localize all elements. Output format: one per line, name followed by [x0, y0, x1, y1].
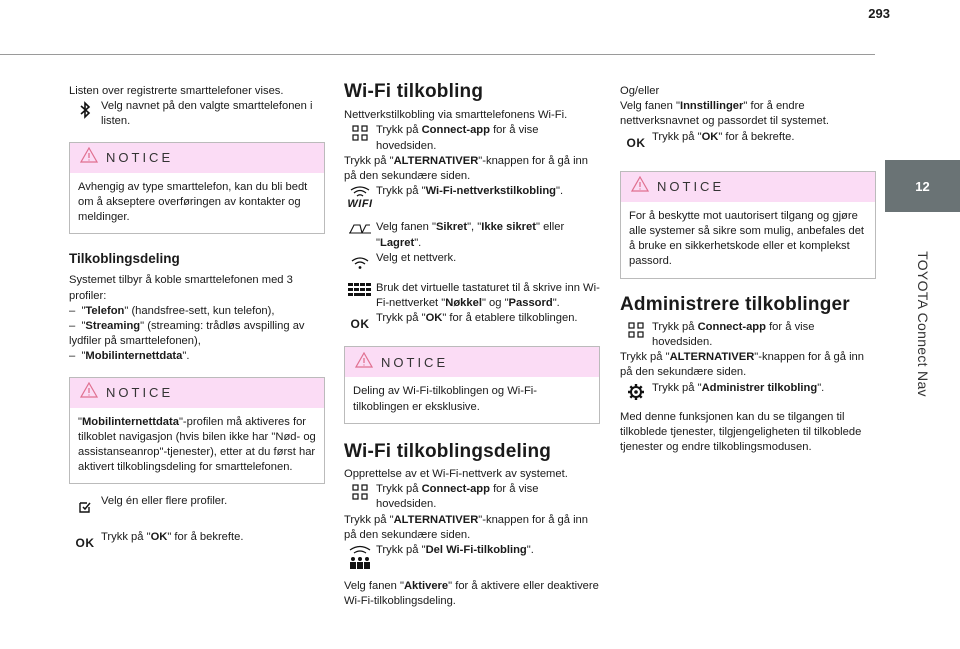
wifi-signal-icon — [344, 251, 376, 269]
choose-network-step: Velg et nettverk. — [344, 251, 600, 269]
press-ok-step: OK Trykk på "OK" for å etablere tilkoblingen. — [350, 312, 578, 332]
keyboard-step: Bruk det virtuelle tastaturet til å skrive inn Wi-Fi-nettverket "Nøkkel" og "Passord". — [344, 281, 600, 311]
select-profiles-step: Velg én eller flere profiler. — [69, 494, 325, 514]
warning-icon — [80, 147, 98, 168]
notice-box: NOTICE For å beskytte mot uautorisert tilgang og gjøre alle systemer så sikre som mulig, anbefales det å bruke en sikkerhetskode eller et komplekst passord. — [620, 171, 876, 279]
column-1 — [69, 84, 325, 552]
connect-app-step: Trykk på Connect-app for å vise hovedsiden. — [344, 482, 600, 512]
bluetooth-icon — [69, 99, 101, 119]
ok-icon: OK — [75, 536, 95, 551]
wifi-network-step: WIFI Trykk på "Wi-Fi-nettverkstilkobling". — [344, 184, 600, 212]
profile-item: – "Mobilinternettdata". — [69, 350, 190, 363]
warning-icon — [80, 382, 98, 403]
notice-title: NOTICE — [106, 150, 174, 165]
phones-intro: Listen over registrerte smarttelefoner vises. — [69, 85, 284, 97]
gear-icon — [620, 381, 652, 401]
profile-item: – "Streaming" (streaming: trådløs avspilling av lydfiler på smarttelefonen), — [69, 320, 305, 348]
press-ok-step: OK Trykk på "OK" for å bekrefte. — [75, 531, 244, 551]
notice-box: NOTICE "Mobilinternettdata"-profilen må aktiveres for tilkoblet navigasjon (hvis bilen ikke har "Nød- og assistanseanrop"-tjenester), etter at du først har aktivert tilkoblingsdeling for smarttelefonen. — [69, 377, 325, 485]
keyboard-icon — [344, 281, 376, 297]
profile-item: – "Telefon" (handsfree-sett, kun telefon), — [69, 304, 275, 317]
grid-apps-icon — [344, 123, 376, 141]
admin-step: Trykk på "Administrer tilkobling". — [620, 381, 876, 401]
grid-apps-icon — [344, 482, 376, 500]
header-rule — [0, 54, 875, 55]
connect-app-step: Trykk på Connect-app for å vise hovedsiden. — [344, 123, 600, 153]
ok-icon: OK — [350, 317, 370, 332]
section-heading: Wi-Fi tilkobling — [344, 81, 484, 102]
warning-icon — [355, 352, 373, 373]
press-ok-step: OK Trykk på "OK" for å bekrefte. — [626, 130, 795, 150]
section-heading: Administrere tilkoblinger — [620, 293, 850, 315]
share-wifi-step: Trykk på "Del Wi-Fi-tilkobling". — [344, 543, 600, 571]
section-heading: Wi-Fi tilkoblingsdeling — [344, 440, 552, 462]
chapter-tab[interactable]: 12 — [885, 160, 960, 212]
select-phone-step: Velg navnet på den valgte smarttelefonen i listen. — [69, 99, 325, 129]
notice-box: NOTICE Deling av Wi-Fi-tilkoblingen og Wi-Fi-tilkoblingen er eksklusive. — [344, 346, 600, 423]
warning-icon — [631, 176, 649, 197]
tab-select-step: Velg fanen "Sikret", "Ikke sikret" eller "Lagret". — [344, 220, 600, 250]
column-2: Wi-Fi tilkobling Nettverkstilkobling via smarttelefonens Wi-Fi. Trykk på Connect-app for å vise hovedsiden. Trykk på "ALTERNATIVER"-knappen for å gå inn på den sekundære siden. WIFI Trykk på "Wi-Fi-nettverkstilkobling". Velg fanen "Sikret", "Ikke sikret" eller "Lagret". Velg et nettverk. Bruk det virtuelle tastaturet til å skrive inn Wi-Fi-nettverket "Nøkkel" og "Passord". OK Trykk på "OK" for å etablere tilkoblingen. NOTICE Deling av Wi-Fi-tilkoblingen og Wi-Fi-tilkoblingen er eksklusive. Wi-Fi tilkoblingsdeling Opprettelse av et Wi-Fi-nettverk av systemet. Trykk på Connect-app for å vise hovedsiden. Trykk på "ALTERNATIVER"-knappen for å gå inn på den sekundære siden. Trykk på "Del Wi-Fi-tilkobling". Velg fanen "Aktivere" for å aktivere eller deaktivere Wi-Fi-tilkoblingsdeling. — [344, 81, 600, 608]
checkbox-edit-icon — [69, 494, 101, 514]
wifi-share-icon — [344, 543, 376, 571]
connect-app-step: Trykk på Connect-app for å vise hovedsiden. — [620, 320, 876, 350]
profiles-desc: Systemet tilbyr å koble smarttelefonen med 3 profiler: — [69, 274, 293, 302]
grid-apps-icon — [620, 320, 652, 338]
ok-icon: OK — [626, 135, 646, 150]
column-3: Og/eller Velg fanen "Innstillinger" for å endre nettverksnavnet og passordet til systemet. OK Trykk på "OK" for å bekrefte. NOTICE For å beskytte mot uautorisert tilgang og gjøre alle systemer så sikre som mulig, anbefales det å bruke en sikkerhetskode eller et komplekst passord. Administrere tilkoblinger Trykk på Connect-app for å vise hovedsiden. Trykk på "ALTERNATIVER"-knappen for å gå inn på den sekundære siden. Trykk på "Administrer tilkobling". Med denne funksjonen kan du se tilgangen til tilkoblede tjenester, tilgjengeligheten til tilkoblede tjenester og endre tilkoblingsmodusen. — [620, 84, 876, 455]
wifi-icon: WIFI — [344, 184, 376, 212]
tabs-icon — [344, 220, 376, 234]
notice-box: NOTICE Avhengig av type smarttelefon, kan du bli bedt om å akseptere overføringen av kontakter og meldinger. — [69, 142, 325, 235]
section-heading: Tilkoblingsdeling — [69, 251, 180, 267]
page-number: 293 — [868, 6, 890, 21]
chapter-title: TOYOTA Connect Nav — [915, 251, 931, 397]
